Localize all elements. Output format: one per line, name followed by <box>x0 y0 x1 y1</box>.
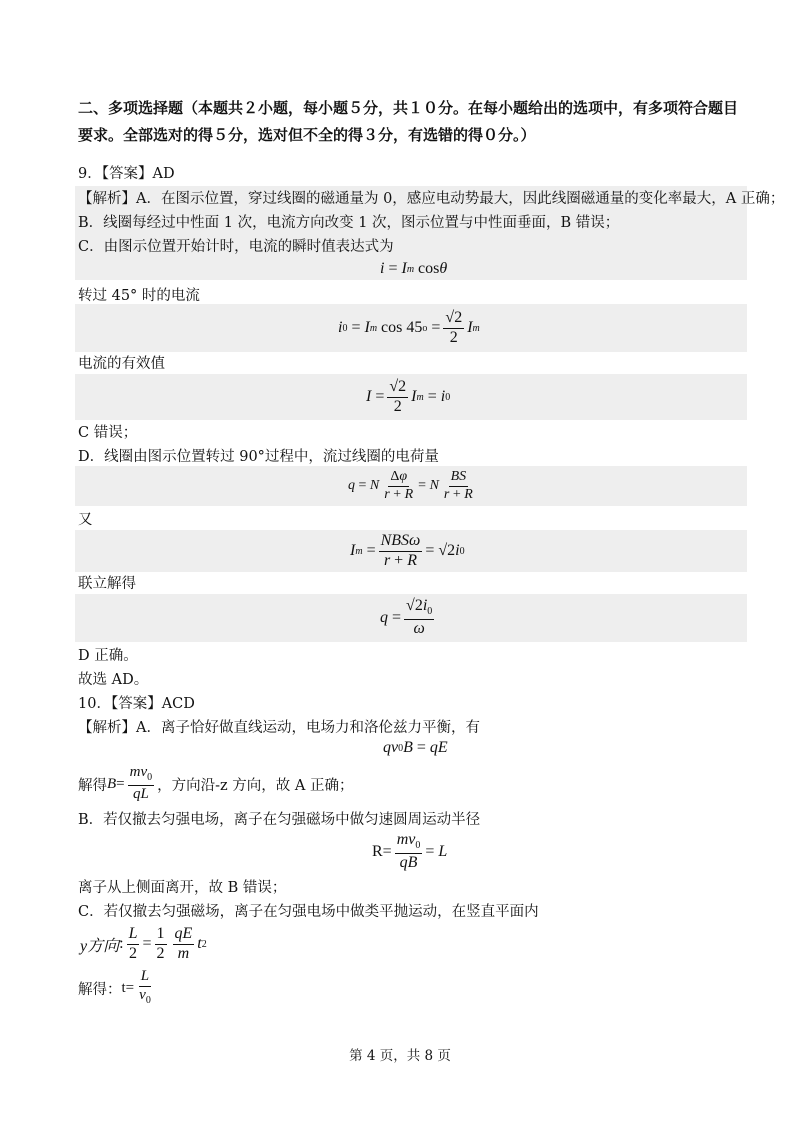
q10-solve-c: 解得： t= $\frac{L}{v_0}$ <box>78 968 151 1007</box>
q10-analysis-c: C．若仅撤去匀强磁场，离子在匀强电场中做类平抛运动，在竖直平面内 <box>78 904 539 920</box>
q10-analysis-a: 【解析】A．离子恰好做直线运动，电场力和洛伦兹力平衡，有 <box>78 720 480 736</box>
q9-eq6: q = $\frac{√2i_0}{\omega}$ <box>380 597 433 637</box>
q9-eq3: I = $\frac{√2}{2}$ I m = i 0 <box>366 377 451 415</box>
q9-answer: 9．【答案】AD <box>78 166 175 182</box>
q9-again: 又 <box>78 512 93 528</box>
q9-analysis-a: 【解析】A．在图示位置，穿过线圈的磁通量为 0，感应电动势最大，因此线圈磁通量的变化率最大，A 正确； <box>78 191 785 207</box>
q10-analysis-b: B．若仅撤去匀强电场，离子在匀强磁场中做匀速圆周运动半径 <box>78 812 481 828</box>
q10-eq1: qv 0 B = qE <box>383 739 448 756</box>
q9-choose: 故选 AD。 <box>78 672 149 688</box>
q10-solve-c-label: 解得： <box>78 981 122 998</box>
q9-eq4: q = N $\frac{\Delta\varphi}{r + R}$ = N $\frac{BS}{r + R}$ <box>348 468 473 502</box>
q9-analysis-c: C．由图示位置开始计时，电流的瞬时值表达式为 <box>78 239 394 255</box>
q9-turn45: 转过 45° 时的电流 <box>78 288 200 304</box>
q9-d-right: D 正确。 <box>78 648 138 664</box>
q9-eq2: i 0 = I m cos 45 o = $\frac{√2}{2}$ I m <box>338 308 480 346</box>
q9-solve: 联立解得 <box>78 576 136 592</box>
q10-answer: 10．【答案】ACD <box>78 696 195 712</box>
q10-solve-a-suffix: ，方向沿-z 方向，故 A 正确； <box>157 777 354 794</box>
section-title-line2: 要求。全部选对的得５分，选对但不全的得３分，有选错的得０分。） <box>78 126 536 144</box>
q10-solve-a: 解得 B = $\frac{mv_0}{qL}$ ，方向沿-z 方向，故 A 正确； <box>78 764 354 802</box>
q9-eq5: I m = $\frac{\text{NBSω}}{r + R}$ = √2 i 0 <box>350 531 465 569</box>
q9-c-wrong: C 错误； <box>78 425 138 441</box>
q9-analysis-d: D．线圈由图示位置转过 90°过程中，流过线圈的电荷量 <box>78 449 439 465</box>
q9-effective: 电流的有效值 <box>78 356 165 372</box>
q10-y-dir: y方向 <box>80 937 120 955</box>
q10-solve-a-prefix: 解得 <box>78 777 107 794</box>
section-title-line1: 二、多项选择题（本题共２小题，每小题５分，共１０分。在每小题给出的选项中，有多项符合题目 <box>78 99 739 117</box>
page-footer: 第 4 页，共 8 页 <box>349 1048 451 1064</box>
q9-analysis-b: B．线圈每经过中性面 1 次，电流方向改变 1 次，图示位置与中性面垂面，B 错误； <box>78 215 620 231</box>
q9-eq1: i = I m cos θ <box>380 260 448 277</box>
q10-eq3: y方向 : $\frac{L}{2}$ = $\frac{1}{2}$ $\frac{qE}{m}$ t 2 <box>80 924 207 962</box>
q10-b-leave: 离子从上侧面离开，故 B 错误； <box>78 880 287 896</box>
q10-eq2: R= $\frac{mv_0}{qB}$ = L <box>372 831 448 871</box>
